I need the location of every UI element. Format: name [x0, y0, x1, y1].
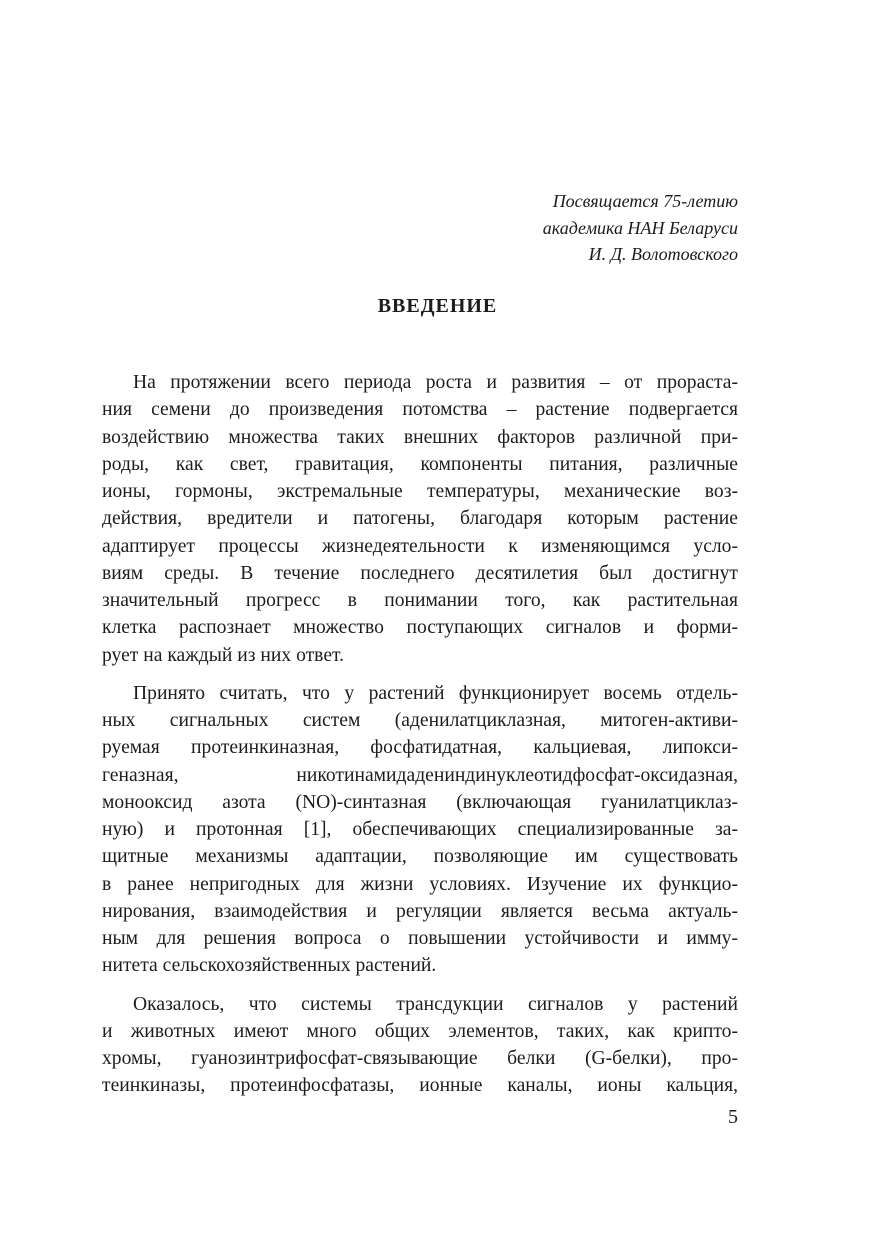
text-line: ионы, гормоны, экстремальные температуры, механические воз- — [102, 481, 738, 502]
dedication-line: академика НАН Беларуси — [542, 217, 738, 238]
text-line: и животных имеют много общих элементов, таких, как крипто- — [102, 1020, 738, 1042]
text-line: виям среды. В течение последнего десятилетия был достигнут — [102, 562, 738, 584]
dedication-line: И. Д. Волотовского — [588, 244, 738, 264]
text-line: роды, как свет, гравитация, компоненты питания, различные — [102, 453, 738, 475]
dedication — [543, 188, 738, 268]
paragraph — [102, 680, 738, 980]
text-line: ным для решения вопроса о повышении устойчивости и имму- — [102, 928, 738, 949]
text-line: На протяжении всего периода роста и развития – от прораста- — [133, 372, 738, 393]
text-line: Оказалось, что системы трансдукции сигналов у растений — [133, 993, 738, 1015]
paragraph — [102, 991, 738, 1100]
text-line: воздействию множества таких внешних факторов различной при- — [102, 426, 738, 448]
text-line: значительный прогресс в понимании того, как растительная — [102, 590, 738, 611]
text-line: монооксид азота (NO)-синтазная (включающая гуанилатциклаз- — [102, 791, 738, 813]
text-line: рует на каждый из них ответ. — [102, 644, 345, 666]
text-line: клетка распознает множество поступающих сигналов и форми- — [102, 617, 738, 639]
text-line: Принято считать, что у растений функционирует восемь отдель- — [133, 682, 738, 704]
dedication-line: Посвящается 75-летию — [552, 191, 738, 211]
text-line: руемая протеинкиназная, фосфатидатная, кальциевая, липокси- — [102, 737, 738, 759]
text-line: нирования, взаимодействия и регуляции является весьма актуаль- — [102, 900, 738, 922]
text-line: геназная, никотинамидадениндинуклеотидфосфат-оксидазная, — [102, 764, 738, 786]
text-line: адаптирует процессы жизнедеятельности к изменяющимся усло- — [102, 535, 738, 557]
text-line: нитета сельскохозяйственных растений. — [102, 955, 437, 977]
paragraph — [102, 369, 738, 669]
text-line: действия, вредители и патогены, благодаря которым растение — [102, 508, 738, 530]
page-number: 5 — [728, 1106, 738, 1128]
text-line: теинкиназы, протеинфосфатазы, ионные каналы, ионы кальция, — [102, 1075, 738, 1097]
text-line: ния семени до произведения потомства – растение подвергается — [102, 399, 738, 421]
text-line: в ранее непригодных для жизни условиях. Изучение их функцио- — [102, 873, 738, 895]
text-line: ную) и протонная [1], обеспечивающих специализированные за- — [102, 819, 738, 840]
text-line: ных сигнальных систем (аденилатциклазная, митоген-активи- — [102, 710, 738, 731]
body-text — [102, 369, 738, 1111]
section-heading: ВВЕДЕНИЕ — [377, 295, 498, 317]
text-line: щитные механизмы адаптации, позволяющие им существовать — [102, 846, 738, 868]
text-line: хромы, гуанозинтрифосфат-связывающие белки (G-белки), про- — [102, 1048, 738, 1069]
